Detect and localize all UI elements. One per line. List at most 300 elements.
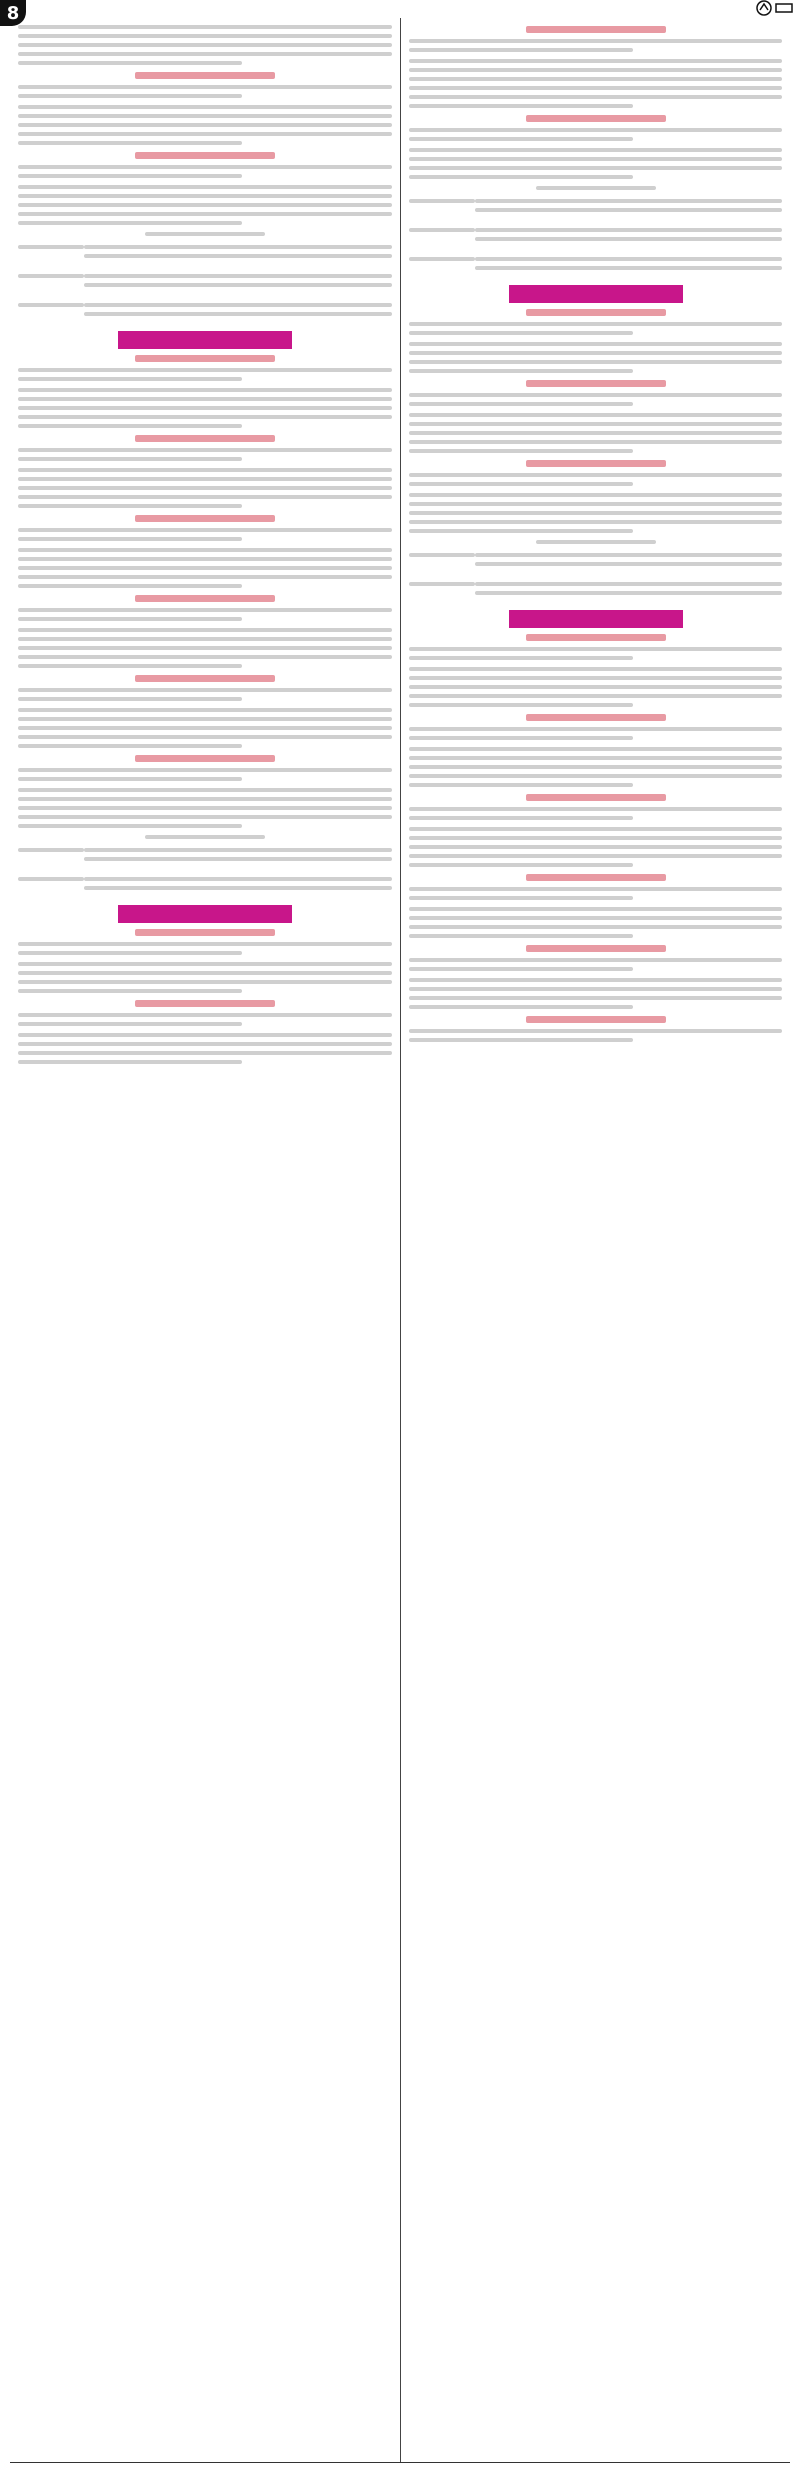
text-line: [18, 105, 392, 109]
text-line: [409, 774, 782, 778]
paragraph: [18, 1033, 392, 1064]
text-line: [409, 342, 782, 346]
text-line: [18, 688, 392, 692]
text-line: [18, 165, 392, 169]
booth-agent: [475, 577, 782, 600]
text-line: [409, 422, 782, 426]
text-line: [18, 608, 392, 612]
booth-agent: [84, 298, 392, 321]
text-line: [409, 1005, 633, 1009]
booth-agent-placeholder: [475, 237, 782, 241]
text-line: [409, 987, 782, 991]
booth-agent-placeholder: [84, 886, 392, 890]
text-line: [18, 815, 392, 819]
paragraph: [18, 1013, 392, 1026]
paragraph: [409, 827, 782, 867]
text-line: [409, 322, 782, 326]
booth-agent-placeholder: [475, 208, 782, 212]
text-line: [18, 1042, 392, 1046]
text-line: [18, 61, 242, 65]
booth-agent-placeholder: [475, 582, 782, 586]
text-line: [409, 128, 782, 132]
text-line: [18, 646, 392, 650]
text-line: [18, 397, 392, 401]
section-heading: [18, 435, 392, 442]
heading-placeholder: [526, 460, 666, 467]
text-line: [18, 377, 242, 381]
booth-title-placeholder: [145, 232, 265, 236]
booth-agent-placeholder: [475, 266, 782, 270]
paragraph: [18, 528, 392, 541]
booth-row: [18, 269, 392, 292]
heading-placeholder: [526, 309, 666, 316]
text-line: [18, 34, 392, 38]
page-body: [10, 18, 790, 2463]
paragraph: [409, 413, 782, 453]
booth-number: [18, 843, 84, 866]
text-line: [409, 996, 782, 1000]
booth-title-placeholder: [536, 540, 656, 544]
text-line: [18, 114, 392, 118]
text-line: [409, 1029, 782, 1033]
heading-placeholder: [135, 435, 275, 442]
booth-row: [409, 548, 782, 571]
heading-placeholder: [526, 115, 666, 122]
text-line: [18, 824, 242, 828]
text-line: [409, 656, 633, 660]
booth-agent: [84, 843, 392, 866]
text-line: [409, 431, 782, 435]
text-line: [409, 529, 633, 533]
text-line: [18, 537, 242, 541]
text-line: [18, 708, 392, 712]
text-line: [18, 744, 242, 748]
booth-agent-placeholder: [84, 848, 392, 852]
booth-number: [18, 872, 84, 895]
text-line: [18, 85, 392, 89]
text-line: [409, 493, 782, 497]
booth-block: [409, 186, 782, 275]
section-heading: [409, 634, 782, 641]
paragraph: [409, 393, 782, 406]
text-line: [409, 440, 782, 444]
paragraph: [409, 958, 782, 971]
text-line: [18, 477, 392, 481]
booth-title: [18, 835, 392, 839]
booth-agent: [84, 872, 392, 895]
text-line: [18, 141, 242, 145]
heading-placeholder: [135, 929, 275, 936]
text-line: [409, 175, 633, 179]
publication-logo-icon: [756, 0, 796, 16]
booth-agent: [84, 269, 392, 292]
heading-placeholder: [135, 515, 275, 522]
text-line: [18, 424, 242, 428]
booth-agent-placeholder: [475, 562, 782, 566]
text-line: [409, 647, 782, 651]
heading-placeholder: [526, 634, 666, 641]
text-line: [18, 25, 392, 29]
text-line: [409, 473, 782, 477]
text-line: [409, 331, 633, 335]
paragraph: [409, 887, 782, 900]
section-heading: [409, 26, 782, 33]
booth-number-placeholder: [409, 228, 475, 232]
text-line: [409, 48, 633, 52]
text-line: [18, 628, 392, 632]
heading-placeholder: [135, 755, 275, 762]
text-line: [18, 174, 242, 178]
text-line: [18, 989, 242, 993]
text-line: [409, 86, 782, 90]
text-line: [18, 788, 392, 792]
text-line: [18, 123, 392, 127]
text-line: [18, 52, 392, 56]
text-line: [409, 137, 633, 141]
section-heading: [409, 874, 782, 881]
text-line: [409, 845, 782, 849]
text-line: [409, 402, 633, 406]
booth-number-placeholder: [409, 553, 475, 557]
text-line: [18, 132, 392, 136]
booth-agent: [84, 240, 392, 263]
union-banner: [118, 331, 292, 349]
section-heading: [18, 755, 392, 762]
text-line: [409, 413, 782, 417]
text-line: [18, 486, 392, 490]
text-line: [18, 980, 392, 984]
section-heading: [18, 929, 392, 936]
heading-placeholder: [526, 945, 666, 952]
text-line: [18, 637, 392, 641]
section-heading: [18, 1000, 392, 1007]
section-heading: [18, 355, 392, 362]
text-line: [409, 756, 782, 760]
text-line: [18, 185, 392, 189]
paragraph: [18, 105, 392, 145]
text-line: [409, 783, 633, 787]
text-line: [409, 887, 782, 891]
booth-agent: [475, 252, 782, 275]
paragraph: [18, 608, 392, 621]
text-line: [409, 482, 633, 486]
text-line: [409, 157, 782, 161]
text-line: [18, 457, 242, 461]
text-line: [18, 717, 392, 721]
text-line: [409, 393, 782, 397]
text-line: [409, 685, 782, 689]
paragraph: [409, 1029, 782, 1042]
text-line: [18, 504, 242, 508]
text-line: [18, 1013, 392, 1017]
text-line: [409, 807, 782, 811]
text-line: [18, 43, 392, 47]
booth-title-placeholder: [145, 835, 265, 839]
text-line: [409, 747, 782, 751]
section-heading: [18, 72, 392, 79]
section-heading: [409, 309, 782, 316]
paragraph: [18, 368, 392, 381]
text-line: [18, 495, 392, 499]
text-line: [409, 520, 782, 524]
booth-number-placeholder: [18, 245, 84, 249]
booth-agent: [475, 194, 782, 217]
text-line: [18, 448, 392, 452]
section-heading: [409, 1016, 782, 1023]
text-line: [409, 967, 633, 971]
booth-number-placeholder: [18, 877, 84, 881]
booth-row: [409, 252, 782, 275]
heading-placeholder: [526, 714, 666, 721]
left-column: [10, 18, 400, 2462]
text-line: [18, 1060, 242, 1064]
paragraph: [409, 59, 782, 108]
text-line: [18, 806, 392, 810]
paragraph: [18, 768, 392, 781]
text-line: [409, 934, 633, 938]
text-line: [409, 827, 782, 831]
right-column: [400, 18, 790, 2462]
section-heading: [18, 152, 392, 159]
section-heading: [18, 675, 392, 682]
text-line: [409, 511, 782, 515]
booth-title: [409, 186, 782, 190]
text-line: [18, 768, 392, 772]
text-line: [409, 449, 633, 453]
paragraph: [18, 468, 392, 508]
paragraph: [18, 962, 392, 993]
booth-agent-placeholder: [475, 257, 782, 261]
booth-agent: [475, 548, 782, 571]
text-line: [18, 212, 392, 216]
paragraph: [409, 493, 782, 533]
booth-agent-placeholder: [84, 303, 392, 307]
booth-row: [18, 240, 392, 263]
booth-row: [409, 577, 782, 600]
paragraph: [409, 907, 782, 938]
paragraph: [409, 322, 782, 335]
booth-number: [409, 252, 475, 275]
paragraph: [409, 148, 782, 179]
paragraph: [409, 807, 782, 820]
section-heading: [18, 515, 392, 522]
text-line: [409, 59, 782, 63]
text-line: [18, 557, 392, 561]
text-line: [18, 203, 392, 207]
booth-title: [18, 232, 392, 236]
text-line: [18, 468, 392, 472]
booth-number: [409, 194, 475, 217]
heading-placeholder: [135, 152, 275, 159]
text-line: [18, 1051, 392, 1055]
text-line: [409, 694, 782, 698]
heading-placeholder: [526, 380, 666, 387]
text-line: [18, 221, 242, 225]
union-banner: [118, 905, 292, 923]
paragraph: [18, 688, 392, 701]
text-line: [18, 726, 392, 730]
text-line: [18, 777, 242, 781]
booth-agent-placeholder: [84, 877, 392, 881]
text-line: [409, 958, 782, 962]
text-line: [409, 978, 782, 982]
paragraph: [18, 788, 392, 828]
text-line: [409, 765, 782, 769]
booth-block: [409, 540, 782, 600]
text-line: [18, 697, 242, 701]
paragraph: [409, 473, 782, 486]
text-line: [409, 916, 782, 920]
paragraph: [18, 708, 392, 748]
paragraph: [409, 667, 782, 707]
paragraph: [18, 628, 392, 668]
text-line: [18, 617, 242, 621]
booth-agent-placeholder: [84, 283, 392, 287]
text-line: [409, 68, 782, 72]
text-line: [409, 166, 782, 170]
text-line: [18, 962, 392, 966]
union-banner: [509, 610, 683, 628]
paragraph: [18, 185, 392, 225]
booth-number-placeholder: [409, 199, 475, 203]
paragraph: [409, 342, 782, 373]
booth-number: [409, 223, 475, 246]
text-line: [18, 368, 392, 372]
booth-number-placeholder: [18, 274, 84, 278]
text-line: [18, 548, 392, 552]
text-line: [409, 703, 633, 707]
paragraph: [409, 727, 782, 740]
booth-number-placeholder: [18, 848, 84, 852]
heading-placeholder: [526, 1016, 666, 1023]
section-heading: [18, 595, 392, 602]
text-line: [409, 1038, 633, 1042]
paragraph: [18, 942, 392, 955]
text-line: [409, 104, 633, 108]
section-heading: [409, 794, 782, 801]
booth-number: [409, 577, 475, 600]
paragraph: [18, 25, 392, 65]
heading-placeholder: [135, 1000, 275, 1007]
text-line: [18, 1022, 242, 1026]
booth-row: [409, 194, 782, 217]
booth-agent-placeholder: [84, 857, 392, 861]
heading-placeholder: [135, 72, 275, 79]
booth-agent-placeholder: [84, 245, 392, 249]
text-line: [18, 1033, 392, 1037]
heading-placeholder: [135, 675, 275, 682]
paragraph: [409, 39, 782, 52]
paragraph: [18, 448, 392, 461]
booth-row: [409, 223, 782, 246]
text-line: [409, 369, 633, 373]
booth-agent-placeholder: [84, 312, 392, 316]
text-line: [18, 797, 392, 801]
section-heading: [409, 945, 782, 952]
text-line: [409, 736, 633, 740]
text-line: [409, 925, 782, 929]
text-line: [18, 735, 392, 739]
section-heading: [409, 380, 782, 387]
booth-row: [18, 872, 392, 895]
text-line: [18, 528, 392, 532]
booth-agent: [475, 223, 782, 246]
booth-agent-placeholder: [475, 228, 782, 232]
text-line: [409, 907, 782, 911]
text-line: [409, 502, 782, 506]
paragraph: [409, 128, 782, 141]
heading-placeholder: [526, 26, 666, 33]
booth-row: [18, 843, 392, 866]
booth-agent-placeholder: [475, 591, 782, 595]
text-line: [18, 194, 392, 198]
booth-number: [18, 298, 84, 321]
booth-number-placeholder: [409, 582, 475, 586]
paragraph: [18, 388, 392, 428]
heading-placeholder: [135, 595, 275, 602]
booth-title: [409, 540, 782, 544]
text-line: [18, 942, 392, 946]
text-line: [409, 667, 782, 671]
booth-number: [18, 269, 84, 292]
section-heading: [409, 460, 782, 467]
booth-block: [18, 835, 392, 895]
booth-number: [18, 240, 84, 263]
text-line: [18, 664, 242, 668]
booth-block: [18, 232, 392, 321]
booth-number: [409, 548, 475, 571]
text-line: [409, 816, 633, 820]
booth-title-placeholder: [536, 186, 656, 190]
paragraph: [18, 85, 392, 98]
paragraph: [409, 978, 782, 1009]
booth-number-placeholder: [18, 303, 84, 307]
paragraph: [409, 747, 782, 787]
text-line: [18, 415, 392, 419]
text-line: [409, 360, 782, 364]
text-line: [18, 94, 242, 98]
text-line: [18, 566, 392, 570]
page-header: [0, 0, 800, 24]
paragraph: [409, 647, 782, 660]
heading-placeholder: [526, 794, 666, 801]
text-line: [409, 77, 782, 81]
text-line: [409, 863, 633, 867]
text-line: [18, 951, 242, 955]
text-line: [409, 896, 633, 900]
text-line: [18, 388, 392, 392]
text-line: [409, 95, 782, 99]
text-line: [18, 584, 242, 588]
paragraph: [18, 548, 392, 588]
text-line: [409, 836, 782, 840]
text-line: [18, 971, 392, 975]
page-number: 8: [0, 0, 26, 26]
text-line: [409, 727, 782, 731]
text-line: [409, 351, 782, 355]
text-line: [18, 655, 392, 659]
union-banner: [509, 285, 683, 303]
booth-agent-placeholder: [84, 274, 392, 278]
text-line: [409, 39, 782, 43]
heading-placeholder: [135, 355, 275, 362]
section-heading: [409, 714, 782, 721]
booth-agent-placeholder: [475, 553, 782, 557]
booth-agent-placeholder: [475, 199, 782, 203]
heading-placeholder: [526, 874, 666, 881]
text-line: [409, 676, 782, 680]
text-line: [409, 854, 782, 858]
